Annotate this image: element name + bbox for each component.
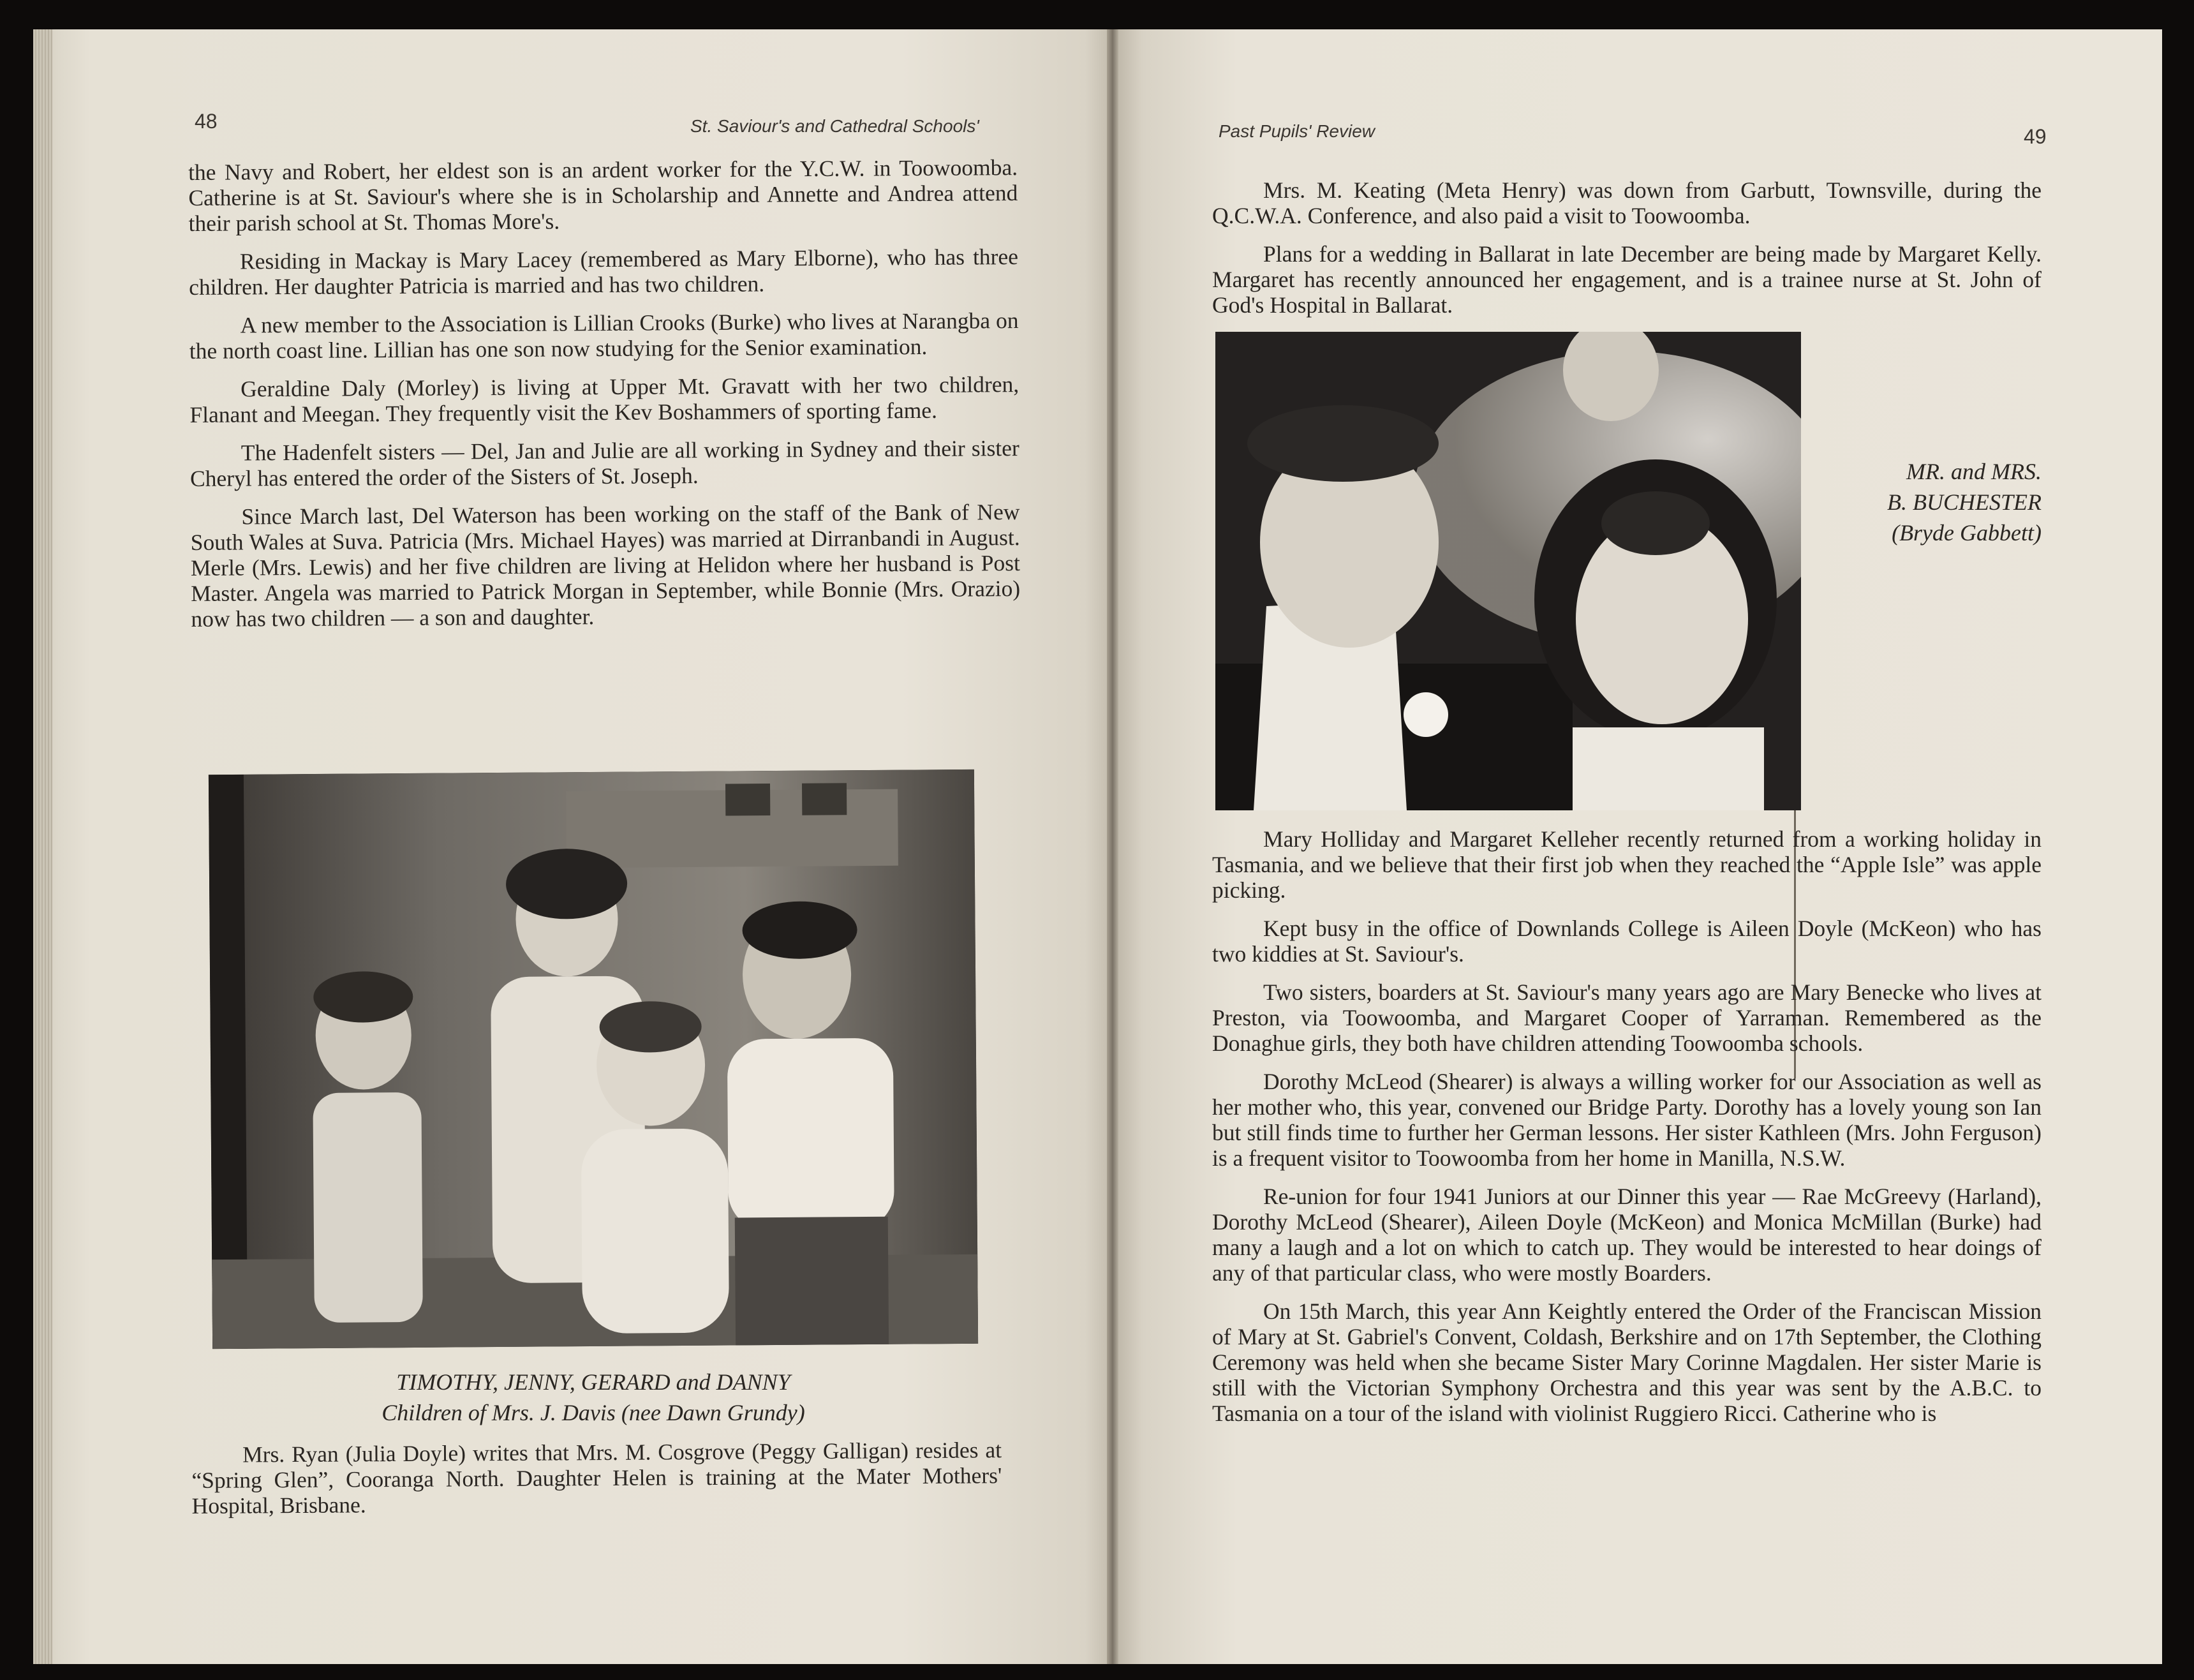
- paragraph: The Hadenfelt sisters — Del, Jan and Julie are all working in Sydney and their sister Cheryl has entered the order of the Sisters of St. Joseph.: [189, 435, 1019, 491]
- paragraph: Re-union for four 1941 Juniors at our Dinner this year — Rae McGreevy (Harland), Dorothy McLeod (Shearer), Aileen Doyle (McKeon) and Monica McMillan (Burke) had many a laugh and a lot on which to catch up. They would be interested to hear doings of any of that particular class, who were mostly Boarders.: [1212, 1184, 2042, 1286]
- paragraph: Since March last, Del Waterson has been working on the staff of the Bank of New South Wales at Suva. Patricia (Mrs. Michael Hayes) was married at Dirranbandi in August. Merle (Mrs. Lewis) and her five children are living at Helidon where her husband is Post Master. Angela was married to Patrick Morgan in September, while Bonnie (Mrs. Orazio) now has two children — a son and daughter.: [190, 499, 1021, 632]
- left-page-number: 48: [195, 110, 218, 133]
- paragraph: A new member to the Association is Lillian Crooks (Burke) who lives at Narangba on the north coast line. Lillian has one son now studying for the Senior examination.: [189, 308, 1019, 364]
- paragraph: Residing in Mackay is Mary Lacey (remembered as Mary Elborne), who has three children. Her daughter Patricia is married and has two children.: [189, 244, 1019, 300]
- paragraph: Kept busy in the office of Downlands College is Aileen Doyle (McKeon) who has two kiddies at St. Saviour's.: [1212, 916, 2042, 967]
- wedding-photo-caption: [1812, 456, 2042, 548]
- left-body-text: [188, 154, 1021, 644]
- paragraph: Mrs. M. Keating (Meta Henry) was down from Garbutt, Townsville, during the Q.C.W.A. Conference, and also paid a visit to Toowoomba.: [1212, 177, 2042, 228]
- right-body-text: [1212, 826, 2042, 1439]
- right-running-head: Past Pupils' Review: [1219, 121, 1375, 141]
- paragraph: Plans for a wedding in Ballarat in late December are being made by Margaret Kelly. Margaret has recently announced her engagement, and is a trainee nurse at St. John of God's Hospital in Ballarat.: [1212, 241, 2042, 318]
- wedding-photo-image: [1215, 332, 1801, 810]
- children-photo: [209, 769, 978, 1349]
- paragraph: Two sisters, boarders at St. Saviour's many years ago are Mary Benecke who lives at Preston, via Toowoomba, and Margaret Cooper of Yarraman. Remembered as the Donaghue girls, they both have children attending Toowoomba schools.: [1212, 979, 2042, 1056]
- caption-line: B. BUCHESTER: [1887, 489, 2042, 515]
- caption-line: MR. and MRS.: [1906, 459, 2042, 484]
- right-page-number: 49: [2024, 125, 2047, 148]
- caption-line: TIMOTHY, JENNY, GERARD and DANNY: [396, 1369, 790, 1395]
- left-closing-text: [191, 1437, 1002, 1531]
- wedding-photo: [1215, 332, 1801, 810]
- paragraph: the Navy and Robert, her eldest son is an ardent worker for the Y.C.W. in Toowoomba. Catherine is at St. Saviour's where she is in Scholarship and Annette and Andrea attend their parish school at St. Thomas More's.: [188, 154, 1018, 236]
- paragraph: Mrs. Ryan (Julia Doyle) writes that Mrs. M. Cosgrove (Peggy Galligan) resides at “Spring Glen”, Cooranga North. Daughter Helen is training at the Mater Mothers' Hospital, Brisbane.: [191, 1437, 1002, 1519]
- children-photo-caption: [211, 1367, 976, 1428]
- paragraph: Geraldine Daly (Morley) is living at Upper Mt. Gravatt with her two children, Flanant and Meegan. They frequently visit the Kev Boshammers of sporting fame.: [189, 371, 1019, 427]
- paragraph: Mary Holliday and Margaret Kelleher recently returned from a working holiday in Tasmania, and we believe that their first job when they reached the “Apple Isle” was apple picking.: [1212, 826, 2042, 903]
- left-running-head: St. Saviour's and Cathedral Schools': [690, 116, 979, 136]
- children-photo-image: [209, 769, 978, 1349]
- right-top-text: [1212, 177, 2042, 331]
- paragraph: Dorothy McLeod (Shearer) is always a willing worker for our Association as well as her mother who, this year, convened our Bridge Party. Dorothy has a lovely young son Ian but still finds time to further her German lessons. Her sister Kathleen (Mrs. John Ferguson) is a frequent visitor to Toowoomba from her home in Manilla, N.S.W.: [1212, 1069, 2042, 1171]
- caption-line: (Bryde Gabbett): [1892, 520, 2042, 546]
- page-edges: [33, 29, 52, 1664]
- paragraph: On 15th March, this year Ann Keightly entered the Order of the Franciscan Mission of Mary at St. Gabriel's Convent, Coldash, Berkshire and on 17th September, the Clothing Ceremony was held when she became Sister Mary Corinne Magdalen. Her sister Marie is still with the Victorian Symphony Orchestra and this year was sent by the A.B.C. to Tasmania on a tour of the island with violinist Ruggiero Ricci. Catherine who is: [1212, 1298, 2042, 1426]
- book-spine: [1107, 29, 1118, 1664]
- caption-line: Children of Mrs. J. Davis (nee Dawn Grundy): [382, 1400, 805, 1425]
